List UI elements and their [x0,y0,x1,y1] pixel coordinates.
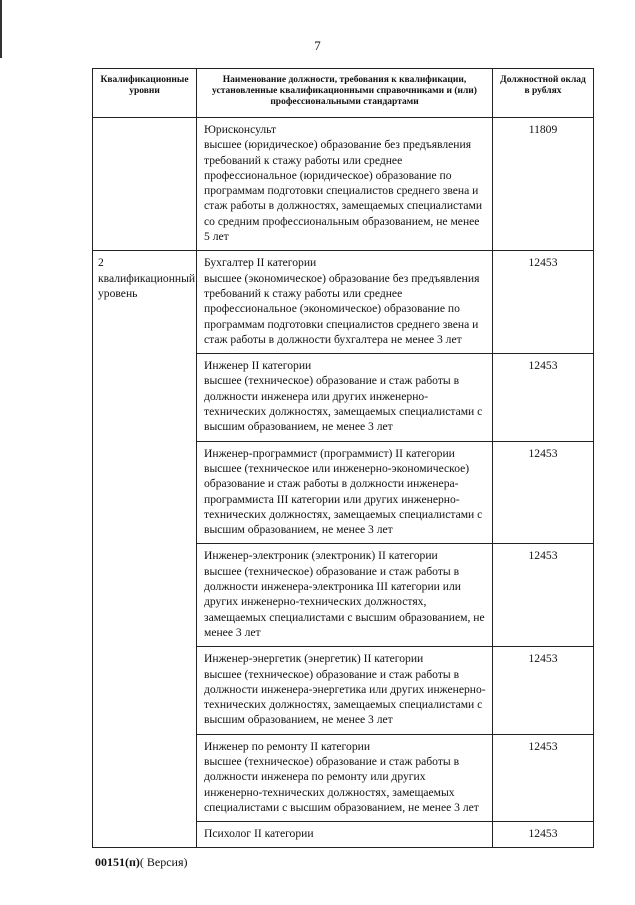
position-requirements: высшее (техническое) образование и стаж работы в должности инженера-электроника III категории или других инженерно-технических должностях, замещаемых специалистами с высшим образованием, не менее 3 лет [204,564,485,639]
position-cell [197,251,493,354]
salary-cell: 12453 [493,647,594,734]
table-row [93,118,594,251]
header-salary: Должностной оклад в рублях [493,69,594,118]
level-cell-empty [93,118,197,251]
position-cell [197,822,493,848]
position-cell [197,544,493,647]
position-requirements: высшее (техническое или инженерно-экономическое) образование и стаж работы в должности инженера-программиста III категории или других инженерно-технических должностях, замещаемых специалистами с высшим образованием, не менее 3 лет [204,461,483,537]
position-requirements: высшее (юридическое) образование без предъявления требований к стажу работы или среднее профессиональное (юридическое) образование по программам подготовки специалистов среднего звена и стаж работы в должностях, замещаемых специалистами со средним профессиональным образованием, не менее 5 лет [204,138,483,244]
table-header-row [93,69,594,118]
salary-cell: 12453 [493,822,594,848]
position-title: Инженер-программист (программист) II категории [204,446,455,460]
position-title: Инженер II категории [204,359,312,373]
salary-cell: 12453 [493,734,594,821]
page-number: 7 [314,38,321,53]
salary-cell: 12453 [493,251,594,354]
position-requirements: высшее (техническое) образование и стаж работы в должности инженера по ремонту или других инженерно-технических должностях, замещаемых специалистами с высшим образованием, не менее 3 лет [204,754,479,814]
salary-cell: 12453 [493,544,594,647]
salary-cell: 12453 [493,441,594,544]
position-cell [197,118,493,251]
position-cell [197,354,493,441]
position-title: Психолог II категории [204,827,314,841]
position-cell [197,647,493,734]
salary-cell: 11809 [493,118,594,251]
table-row [93,251,594,354]
position-title: Юрисконсульт [204,123,277,136]
document-code: 00151(п) [95,855,140,869]
salary-cell: 12453 [493,354,594,441]
header-position-requirements: Наименование должности, требования к квалификации, установленные квалификационными справочниками и (или) профессиональными стандартами [197,69,493,118]
position-requirements: высшее (техническое) образование и стаж работы в должности инженера-энергетика или других инженерно-технических должностях, замещаемых специалистами с высшим образованием, не менее 3 лет [204,667,486,727]
position-requirements: высшее (экономическое) образование без предъявления требований к стажу работы или среднее профессиональное (экономическое) образование по программам подготовки специалистов среднего звена и стаж работы в должности бухгалтера не менее 3 лет [204,271,480,346]
position-title: Инженер-электроник (электроник) II категории [204,549,438,563]
position-cell [197,441,493,544]
position-title: Инженер по ремонту II категории [204,739,371,753]
position-requirements: высшее (техническое) образование и стаж работы в должности инженера или других инженерно-технических должностях, замещаемых специалистами с высшим образованием, не менее 3 лет [204,374,483,434]
position-title: Инженер-энергетик (энергетик) II категории [204,652,424,666]
position-title: Бухгалтер II категории [204,256,317,270]
qualification-table [92,68,594,848]
document-footer [95,855,188,870]
position-cell [197,734,493,821]
header-qualification-levels: Квалификационные уровни [93,69,197,118]
level-cell-2: 2 квалификационный уровень [93,251,197,848]
document-version: ( Версия) [139,855,188,869]
